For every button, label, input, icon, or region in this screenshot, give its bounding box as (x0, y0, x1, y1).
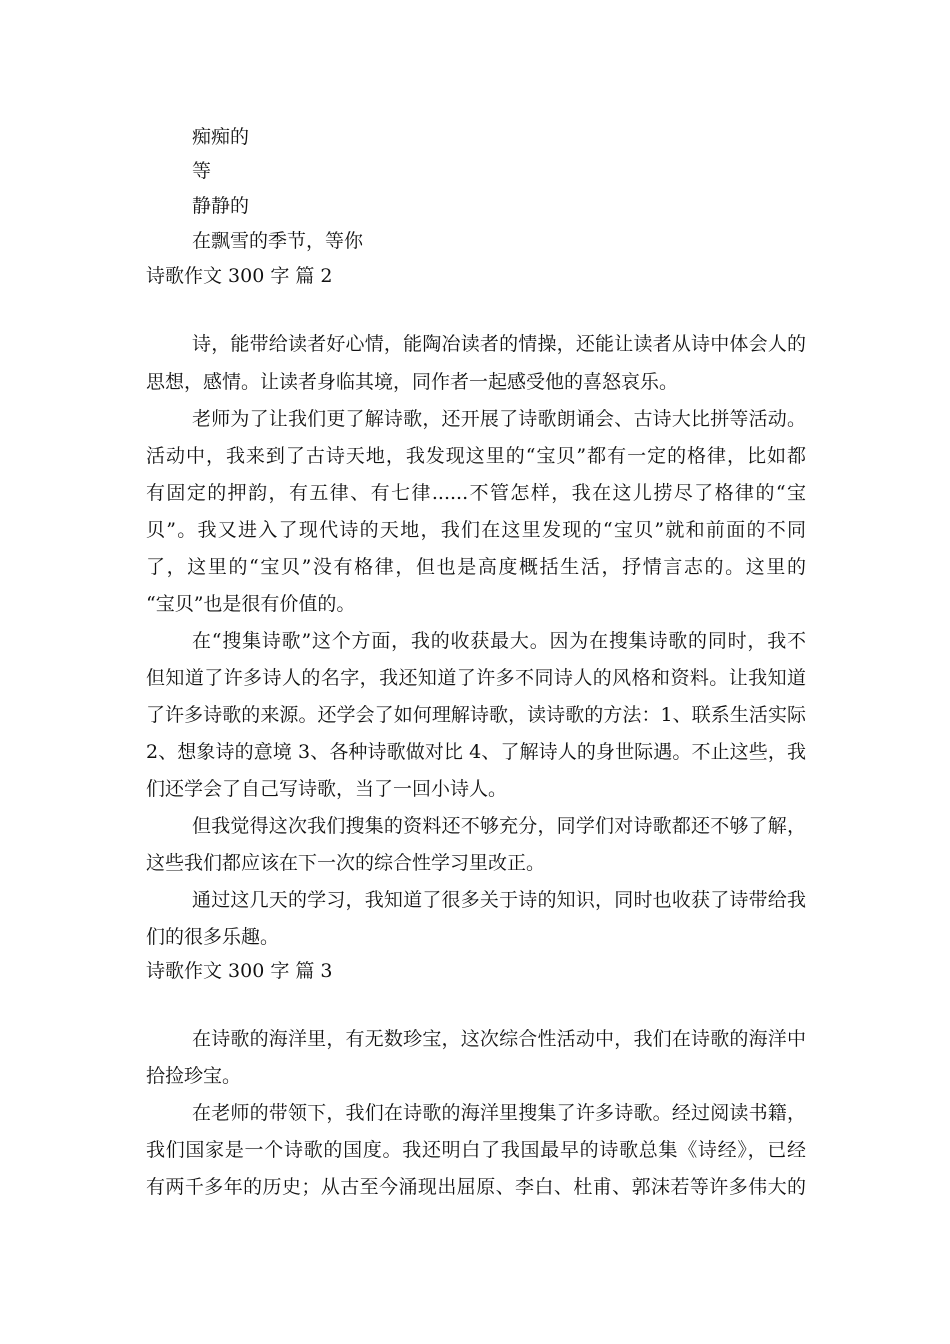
paragraph-line: 了，这里的“宝贝”没有格律，但也是高度概括生活，抒情言志的。这里的 (146, 556, 806, 578)
paragraph-line: 在“搜集诗歌”这个方面，我的收获最大。因为在搜集诗歌的同时，我不 (192, 630, 806, 652)
paragraph-line: 诗，能带给读者好心情，能陶冶读者的情操，还能让读者从诗中体会人的 (192, 333, 806, 355)
paragraph-line: 有两千多年的历史；从古至今涌现出屈原、李白、杜甫、郭沫若等许多伟大的 (146, 1176, 806, 1198)
poem-line: 静静的 (192, 195, 250, 217)
paragraph-line: 思想，感情。让读者身临其境，同作者一起感受他的喜怒哀乐。 (146, 371, 679, 393)
paragraph-line: 活动中，我来到了古诗天地，我发现这里的“宝贝”都有一定的格律，比如都 (146, 445, 806, 467)
paragraph-line: 了许多诗歌的来源。还学会了如何理解诗歌，读诗歌的方法：1、联系生活实际 (146, 704, 806, 726)
paragraph-line: 贝”。我又进入了现代诗的天地，我们在这里发现的“宝贝”就和前面的不同 (146, 519, 806, 541)
paragraph-line: 有固定的押韵，有五律、有七律......不管怎样，我在这儿捞尽了格律的“宝 (146, 482, 806, 504)
paragraph-line: 在老师的带领下，我们在诗歌的海洋里搜集了许多诗歌。经过阅读书籍， (192, 1102, 806, 1124)
paragraph-line: 这些我们都应该在下一次的综合性学习里改正。 (146, 852, 546, 874)
paragraph-line: 拾捡珍宝。 (146, 1065, 242, 1087)
paragraph-line: 在诗歌的海洋里，有无数珍宝，这次综合性活动中，我们在诗歌的海洋中 (192, 1028, 806, 1050)
paragraph-line: 通过这几天的学习，我知道了很多关于诗的知识，同时也收获了诗带给我 (192, 889, 806, 911)
paragraph-line: 但我觉得这次我们搜集的资料还不够充分，同学们对诗歌都还不够了解， (192, 815, 806, 837)
paragraph-line: 我们国家是一个诗歌的国度。我还明白了我国最早的诗歌总集《诗经》，已经 (146, 1139, 806, 1161)
paragraph-line: 们还学会了自己写诗歌，当了一回小诗人。 (146, 778, 508, 800)
paragraph-line: 们的很多乐趣。 (146, 926, 280, 948)
paragraph-line: 老师为了让我们更了解诗歌，还开展了诗歌朗诵会、古诗大比拼等活动。 (192, 408, 806, 430)
paragraph-line: 2、想象诗的意境 3、各种诗歌做对比 4、了解诗人的身世际遇。不止这些，我 (146, 741, 806, 763)
poem-line: 痴痴的 (192, 126, 250, 148)
paragraph-line: “宝贝”也是很有价值的。 (146, 593, 356, 615)
paragraph-line: 但知道了许多诗人的名字，我还知道了许多不同诗人的风格和资料。让我知道 (146, 667, 806, 689)
section-heading: 诗歌作文 300 字 篇 2 (146, 265, 333, 287)
poem-line: 等 (192, 160, 212, 182)
section-heading: 诗歌作文 300 字 篇 3 (146, 960, 333, 982)
poem-line: 在飘雪的季节，等你 (192, 230, 364, 252)
